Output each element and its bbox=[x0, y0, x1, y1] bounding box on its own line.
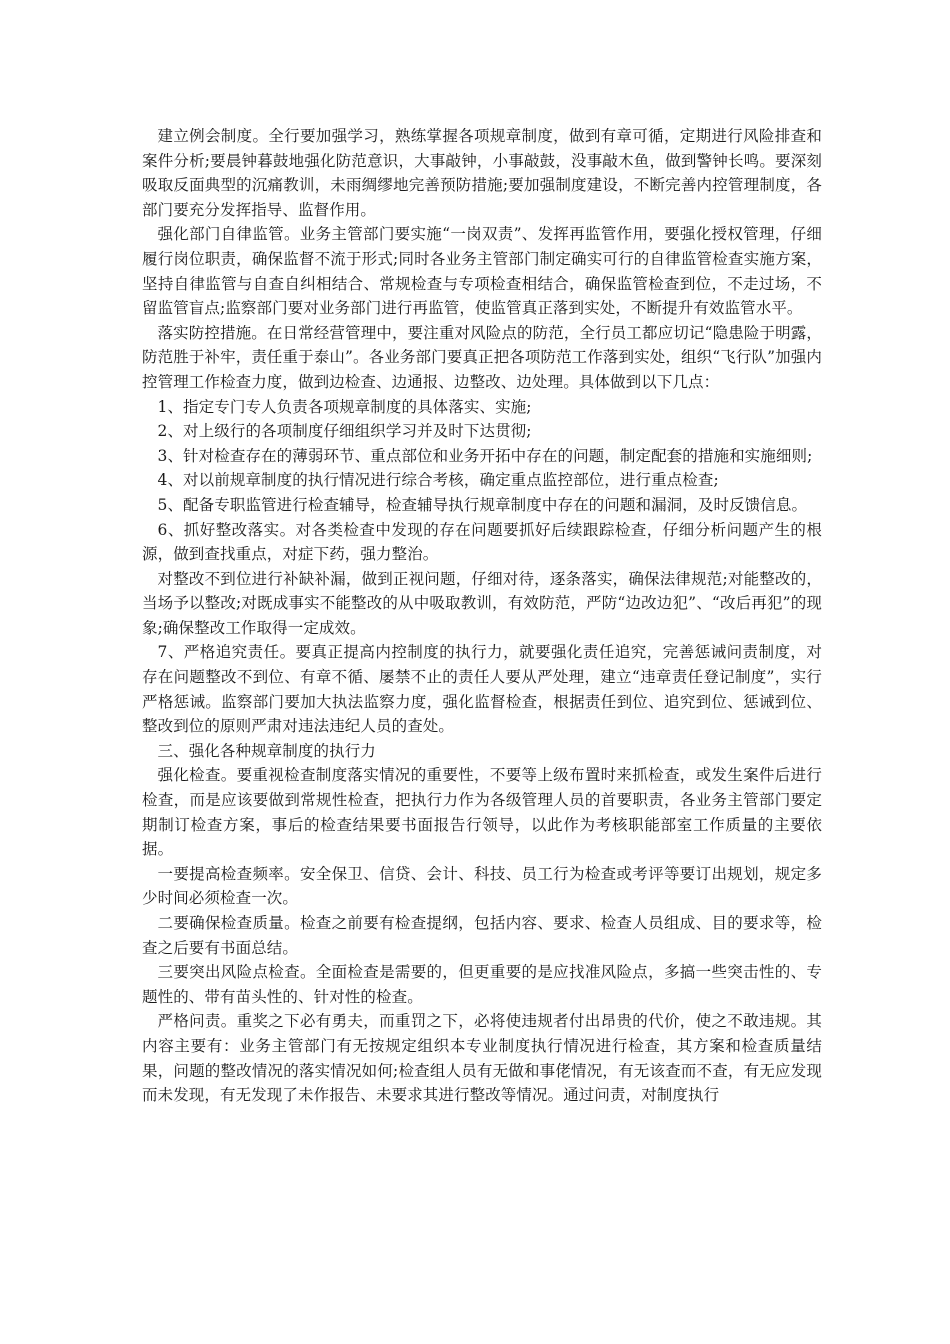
paragraph: 强化检查。要重视检查制度落实情况的重要性，不要等上级布置时来抓检查，或发生案件后进行检查，而是应该要做到常规性检查，把执行力作为各级管理人员的首要职责，各业务主管部门要定期制订检查方案，事后的检查结果要书面报告行领导，以此作为考核职能部室工作质量的主要依据。 bbox=[142, 766, 822, 859]
paragraph: 三要突出风险点检查。全面检查是需要的，但更重要的是应找准风险点，多搞一些突击性的、专题性的、带有苗头性的、针对性的检查。 bbox=[142, 963, 822, 1006]
paragraph: 一要提高检查频率。安全保卫、信贷、会计、科技、员工行为检查或考评等要订出规划，规定多少时间必须检查一次。 bbox=[142, 864, 822, 908]
paragraph: 二要确保检查质量。检查之前要有检查提纲，包括内容、要求、检查人员组成、目的要求等，检查之后要有书面总结。 bbox=[142, 914, 822, 957]
list-item: 7、严格追究责任。要真正提高内控制度的执行力，就要强化责任追究，完善惩诫问责制度，对存在问题整改不到位、有章不循、屡禁不止的责任人要从严处理，建立“违章责任登记制度”，实行严格惩诫。监察部门要加大执法监察力度，强化监督检查，根据责任到位、追究到位、惩诫到位、整改到位的原则严肃对违法违纪人员的查处。 bbox=[142, 643, 822, 736]
list-item: 6、抓好整改落实。对各类检查中发现的存在问题要抓好后续跟踪检查，仔细分析问题产生的根源，做到查找重点，对症下药，强力整治。 bbox=[142, 520, 822, 564]
list-item: 2、对上级行的各项制度仔细组织学习并及时下达贯彻; bbox=[157, 422, 532, 441]
paragraph: 对整改不到位进行补缺补漏，做到正视问题，仔细对待，逐条落实，确保法律规范;对能整改的，当场予以整改;对既成事实不能整改的从中吸取教训，有效防范，严防“边改边犯”、“改后再犯”的现象;确保整改工作取得一定成效。 bbox=[142, 569, 822, 637]
paragraph: 建立例会制度。全行要加强学习，熟练掌握各项规章制度，做到有章可循，定期进行风险排查和案件分析;要晨钟暮鼓地强化防范意识，大事敲钟，小事敲鼓，没事敲木鱼，做到警钟长鸣。要深刻吸取反面典型的沉痛教训，未雨绸缪地完善预防措施;要加强制度建设，不断完善内控管理制度，各部门要充分发挥指导、监督作用。 bbox=[142, 127, 823, 219]
paragraph: 落实防控措施。在日常经营管理中，要注重对风险点的防范，全行员工都应切记“隐患险于明露，防范胜于补牢，责任重于泰山”。各业务部门要真正把各项防范工作落到实处，组织“飞行队”加强内控管理工作检查力度，做到边检查、边通报、边整改、边处理。具体做到以下几点： bbox=[142, 323, 822, 391]
list-item: 4、对以前规章制度的执行情况进行综合考核，确定重点监控部位，进行重点检查; bbox=[157, 471, 719, 490]
paragraph: 严格问责。重奖之下必有勇夫，而重罚之下，必将使违规者付出昂贵的代价，使之不敢违规。其内容主要有：业务主管部门有无按规定组织本专业制度执行情况进行检查，其方案和检查质量结果，问题的整改情况的落实情况如何;检查组人员有无做和事佬情况，有无该查而不查，有无应发现而未发现，有无发现了未作报告、未要求其进行整改等情况。通过问责，对制度执行 bbox=[142, 1012, 822, 1105]
section-heading: 三、强化各种规章制度的执行力 bbox=[157, 741, 376, 760]
list-item: 1、指定专门专人负责各项规章制度的具体落实、实施; bbox=[157, 397, 532, 416]
list-item: 3、针对检查存在的薄弱环节、重点部位和业务开拓中存在的问题，制定配套的措施和实施细则; bbox=[157, 446, 813, 465]
paragraph: 强化部门自律监管。业务主管部门要实施“一岗双责”、发挥再监管作用，要强化授权管理，仔细履行岗位职责，确保监督不流于形式;同时各业务主管部门制定确实可行的自律监管检查实施方案，坚持自律监管与自查自纠相结合、常规检查与专项检查相结合，确保监管检查到位，不走过场，不留监管盲点;监察部门要对业务部门进行再监管，使监管真正落到实处，不断提升有效监管水平。 bbox=[142, 225, 822, 318]
list-item: 5、配备专职监管进行检查辅导，检查辅导执行规章制度中存在的问题和漏洞，及时反馈信息。 bbox=[157, 495, 808, 514]
document-body bbox=[142, 124, 822, 1108]
